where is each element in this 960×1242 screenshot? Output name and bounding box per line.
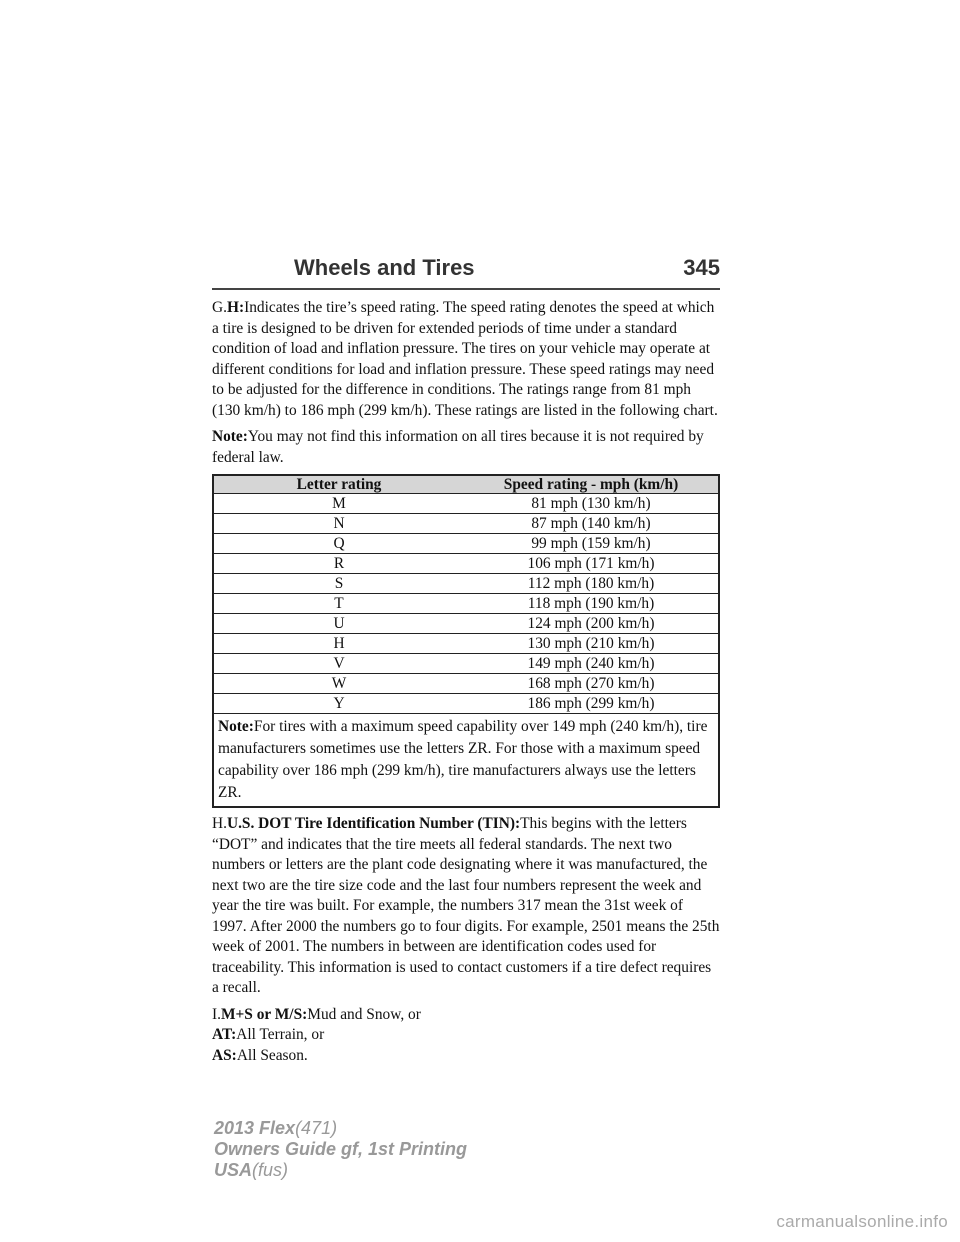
table-row xyxy=(213,694,719,714)
paragraph-g xyxy=(212,298,720,421)
footer-region-code: (fus) xyxy=(252,1160,289,1180)
speed-cell: 99 mph (159 km/h) xyxy=(464,534,719,554)
speed-cell: 186 mph (299 km/h) xyxy=(464,694,719,714)
note-federal-law xyxy=(212,427,720,468)
footer-line-model xyxy=(214,1118,467,1139)
table-row xyxy=(213,494,719,514)
letter-cell: R xyxy=(213,554,464,574)
item-text: Mud and Snow, or xyxy=(307,1005,421,1023)
item-letter: G. xyxy=(212,299,227,316)
paragraph-h xyxy=(212,814,720,999)
item-text: All Season. xyxy=(236,1046,308,1064)
footer-region: USA xyxy=(214,1160,253,1180)
note-label: Note: xyxy=(218,718,254,735)
letter-cell: Q xyxy=(213,534,464,554)
letter-cell: T xyxy=(213,594,464,614)
note-label: Note: xyxy=(212,428,248,445)
line-all-terrain xyxy=(212,1025,720,1046)
letter-cell: N xyxy=(213,514,464,534)
paragraph-i xyxy=(212,1005,720,1026)
item-letter: H. xyxy=(212,815,227,832)
speed-cell: 168 mph (270 km/h) xyxy=(464,674,719,694)
page-header xyxy=(212,255,720,291)
item-term: U.S. DOT Tire Identification Number (TIN): xyxy=(226,815,521,832)
note-text: For tires with a maximum speed capability over 149 mph (240 km/h), tire manufacturers sometimes use the letters ZR. For those with a maximum speed capability over 186 mph (299 km/h), tire manufacturers always use the letters ZR. xyxy=(218,718,708,801)
table-note-row xyxy=(213,714,719,808)
table-row xyxy=(213,654,719,674)
item-text: All Terrain, or xyxy=(236,1026,325,1043)
table-row xyxy=(213,674,719,694)
item-text: This begins with the letters “DOT” and indicates that the tire meets all federal standards. The next two numbers or letters are the plant code designating where it was manufactured, the next two are the tire size code and the last four numbers represent the week and year the tire was built. For example, the numbers 317 mean the 31st week of 1997. After 2000 the numbers go to four digits. For example, 2501 means the 25th week of 2001. The numbers in between are identification codes used for traceability. This information is used to contact customers if a tire defect requires a recall. xyxy=(212,815,720,996)
table-row xyxy=(213,574,719,594)
item-text: Indicates the tire’s speed rating. The speed rating denotes the speed at which a tire is designed to be driven for extended periods of time under a standard condition of load and inflation pressure. The tires on your vehicle may operate at different conditions for load and inflation pressure. These speed ratings may need to be adjusted for the difference in conditions. The ratings range from 81 mph (130 km/h) to 186 mph (299 km/h). These ratings are listed in the following chart. xyxy=(212,299,718,419)
table-row xyxy=(213,594,719,614)
letter-cell: H xyxy=(213,634,464,654)
item-letter: I. xyxy=(212,1005,221,1023)
column-header: Speed rating - mph (km/h) xyxy=(464,475,719,494)
table-header-row xyxy=(213,475,719,494)
speed-cell: 87 mph (140 km/h) xyxy=(464,514,719,534)
section-title: Wheels and Tires xyxy=(294,255,475,280)
letter-cell: Y xyxy=(213,694,464,714)
table-row xyxy=(213,614,719,634)
header-rule xyxy=(212,288,720,290)
table-row xyxy=(213,534,719,554)
page-number: 345 xyxy=(683,255,720,280)
speed-rating-table xyxy=(212,474,720,808)
letter-cell: S xyxy=(213,574,464,594)
line-all-season xyxy=(212,1046,720,1067)
print-footer xyxy=(214,1118,467,1181)
item-term: M+S or M/S: xyxy=(220,1005,308,1023)
speed-cell: 149 mph (240 km/h) xyxy=(464,654,719,674)
speed-cell: 106 mph (171 km/h) xyxy=(464,554,719,574)
letter-cell: U xyxy=(213,614,464,634)
note-text: You may not find this information on all tires because it is not required by federal law. xyxy=(212,428,704,466)
table-row xyxy=(213,554,719,574)
page-content xyxy=(212,298,720,1066)
table-row xyxy=(213,634,719,654)
speed-cell: 130 mph (210 km/h) xyxy=(464,634,719,654)
footer-model: 2013 Flex xyxy=(214,1118,296,1138)
item-term: AS: xyxy=(212,1046,237,1064)
letter-cell: V xyxy=(213,654,464,674)
speed-cell: 118 mph (190 km/h) xyxy=(464,594,719,614)
item-term: AT: xyxy=(212,1026,237,1043)
watermark: carmanualsonline.info xyxy=(776,1212,948,1231)
footer-line-guide: Owners Guide gf, 1st Printing xyxy=(214,1139,468,1159)
letter-cell: W xyxy=(213,674,464,694)
footer-model-code: (471) xyxy=(295,1118,338,1138)
table-row xyxy=(213,514,719,534)
table-note xyxy=(213,714,719,808)
column-header: Letter rating xyxy=(213,475,464,494)
footer-line-region xyxy=(214,1160,467,1181)
item-term: H: xyxy=(226,299,245,316)
letter-cell: M xyxy=(213,494,464,514)
speed-cell: 112 mph (180 km/h) xyxy=(464,574,719,594)
speed-cell: 124 mph (200 km/h) xyxy=(464,614,719,634)
speed-cell: 81 mph (130 km/h) xyxy=(464,494,719,514)
